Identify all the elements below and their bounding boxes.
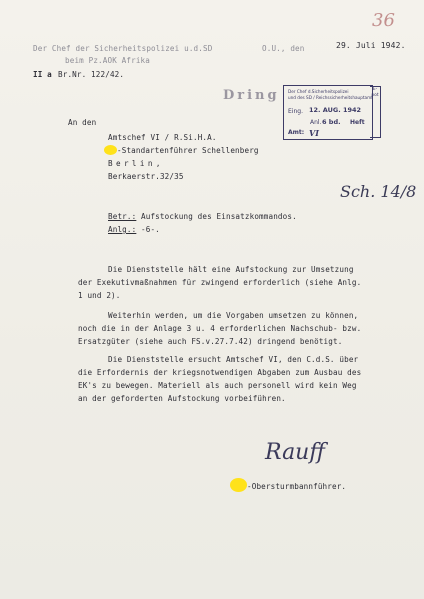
- body-p2-line-2: noch die in der Anlage 3 u. 4 erforderlichen Nachschub- bzw.: [78, 324, 362, 333]
- body-p3-line-1: Die Dienststelle ersucht Amtschef VI, den C.d.S. über: [108, 355, 359, 364]
- stamp-amt-label: Amt:: [288, 129, 305, 136]
- stamp-line-2: und des SD / Reichssicherheitshauptamt: [288, 95, 373, 100]
- address-line-3: Berlin,: [108, 159, 164, 168]
- letter-date: 29. Juli 1942.: [336, 41, 406, 50]
- receipt-stamp: [283, 85, 373, 140]
- body-p1-line-2: der Exekutivmaßnahmen für zwingend erforderlich (siehe Anlg.: [78, 278, 362, 287]
- signature-rank: -Obersturmbannführer.: [247, 482, 347, 491]
- body-p2-line-1: Weiterhin werden, um die Vorgaben umsetzen zu können,: [108, 311, 359, 320]
- handwritten-signature: Rauff: [265, 440, 325, 465]
- address-an-den: An den: [68, 118, 97, 127]
- address-line-1: Amtschef VI / R.Si.H.A.: [108, 133, 217, 142]
- corner-pencil-mark: 36: [372, 10, 395, 31]
- address-line-4: Berkaerstr.32/35: [108, 172, 184, 181]
- stamp-amt-value: VI: [309, 128, 319, 138]
- reference-section: II a: [33, 70, 52, 79]
- sender-line-2: beim Pz.AOK Afrika: [65, 56, 150, 65]
- stamp-eing-date: 12. AUG. 1942: [309, 106, 362, 114]
- stamp-anl-value: 6 bd.: [322, 118, 341, 126]
- subject-text: Aufstockung des Einsatzkommandos.: [141, 212, 297, 221]
- sender-line-1: Der Chef der Sicherheitspolizei u.d.SD: [33, 44, 213, 53]
- body-p2-line-3: Ersatzgüter (siehe auch FS.v.27.7.42) dringend benötigt.: [78, 337, 343, 346]
- address-line-2: -Standartenführer Schellenberg: [117, 146, 259, 155]
- body-p3-line-2: die Erfordernis der kriegsnotwendigen Abgaben zum Ausbau des: [78, 368, 362, 377]
- body-p3-line-4: an der geforderten Aufstockung vorbeiführen.: [78, 394, 286, 403]
- reference-number: Br.Nr. 122/42.: [58, 70, 125, 79]
- redaction-mark-rank: [104, 145, 117, 155]
- attachments-text: -6-.: [141, 225, 160, 234]
- stamp-anl-label: Anl.: [310, 119, 322, 126]
- body-p3-line-3: EK's zu bewegen. Materiell als auch personell wird kein Weg: [78, 381, 357, 390]
- stamp-line-1: Der Chef d.Sicherheitspolizei: [288, 89, 349, 94]
- stamp-heft-label: Heft: [350, 119, 365, 126]
- body-p1-line-3: 1 und 2).: [78, 291, 121, 300]
- redaction-mark-signature: [230, 478, 247, 492]
- stamp-eing-label: Eing.: [288, 108, 303, 115]
- handwritten-initials: Sch. 14/8: [340, 182, 417, 201]
- attachments-label: Anlg.:: [108, 225, 137, 234]
- stamp-side-label: E- not: [371, 87, 379, 98]
- body-p1-line-1: Die Dienststelle hält eine Aufstockung zur Umsetzung: [108, 265, 354, 274]
- priority-stamp: Dring: [223, 88, 280, 103]
- location-prefix: O.U., den: [262, 44, 305, 53]
- subject-label: Betr.:: [108, 212, 137, 221]
- stamp-side-tab: [370, 86, 381, 138]
